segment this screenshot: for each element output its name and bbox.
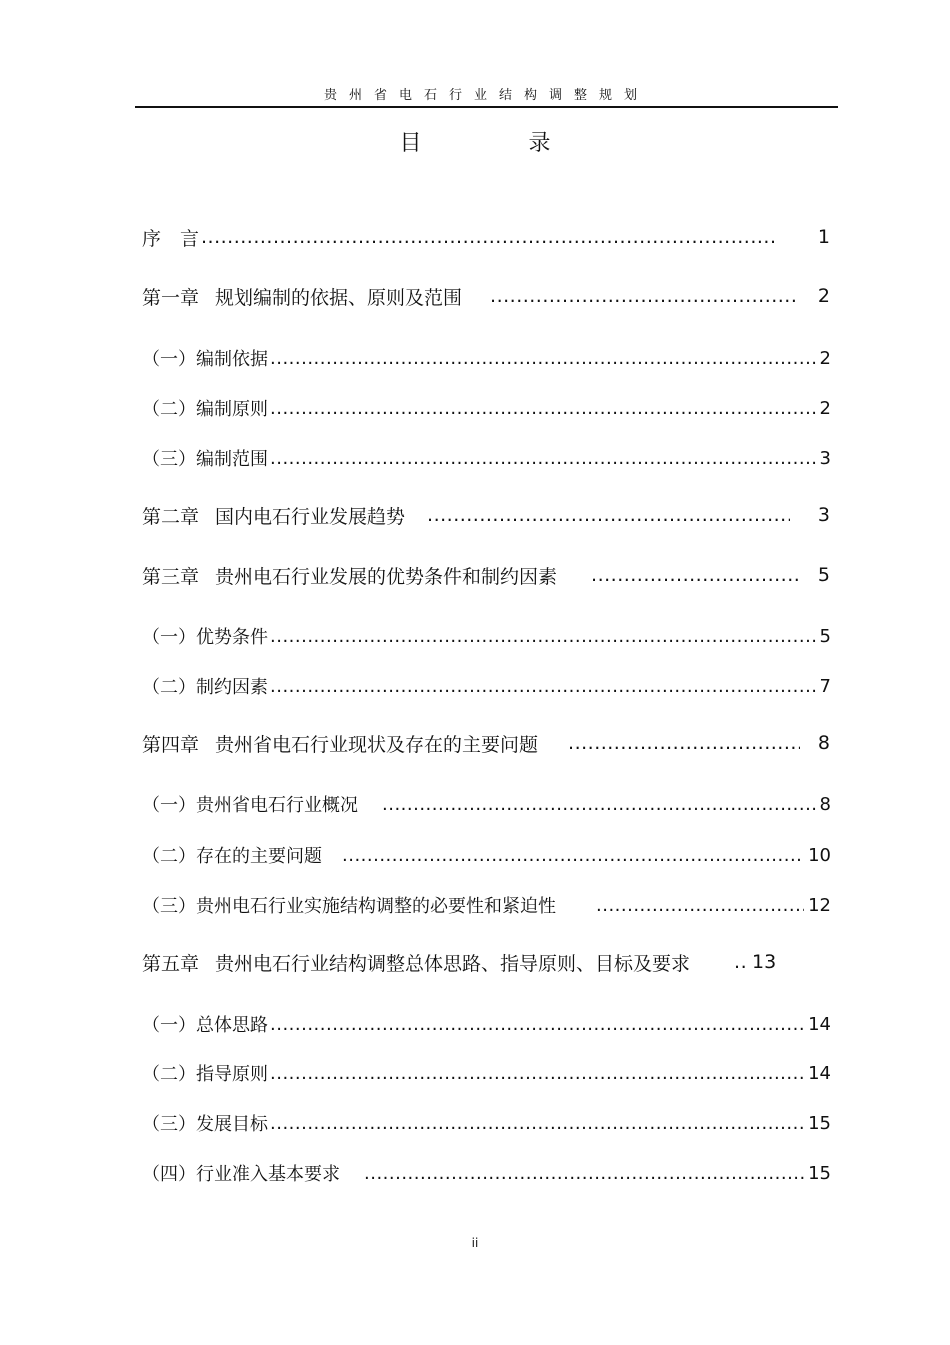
- toc-entry-label: （二）存在的主要问题: [142, 846, 322, 867]
- toc-entry-label: （二）制约因素: [142, 677, 268, 698]
- toc-entry-label: （四）行业准入基本要求: [142, 1164, 340, 1185]
- toc-entry-section-4-3[interactable]: [142, 891, 831, 919]
- toc-entry-chapter-5[interactable]: [142, 948, 832, 976]
- toc-entry-label: （二）指导原则: [142, 1064, 268, 1085]
- header-rule: [135, 106, 838, 108]
- toc-entry-label: （一）贵州省电石行业概况: [142, 795, 358, 816]
- toc-entry-page: 2: [819, 347, 831, 369]
- toc-entry-section-4-2[interactable]: [142, 841, 831, 869]
- dot-leader: [270, 398, 816, 419]
- toc-entry-page: 15: [808, 1112, 831, 1134]
- toc-entry-page: 8: [819, 793, 831, 815]
- dot-leader: [270, 626, 816, 647]
- toc-entry-section-5-1[interactable]: [142, 1010, 831, 1038]
- dot-leader: [270, 676, 816, 697]
- toc-entry-chapter-4[interactable]: [142, 729, 830, 757]
- dot-leader: [270, 1113, 804, 1134]
- toc-entry-label: （一）总体思路: [142, 1015, 268, 1036]
- toc-entry-preface[interactable]: [142, 223, 830, 251]
- toc-entry-page: 14: [808, 1013, 831, 1035]
- toc-entry-label: 贵州电石行业结构调整总体思路、指导原则、目标及要求: [215, 952, 691, 975]
- toc-entry-label: 贵州电石行业发展的优势条件和制约因素: [215, 565, 558, 588]
- toc-entry-page: 2: [817, 285, 830, 307]
- dot-leader: [270, 348, 816, 369]
- toc-entry-section-1-1[interactable]: [142, 344, 831, 372]
- toc-entry-label: （三）编制范围: [142, 449, 268, 470]
- toc-entry-page: 5: [817, 564, 830, 586]
- dot-leader: [591, 564, 802, 586]
- toc-entry-section-3-1[interactable]: [142, 622, 831, 650]
- toc-entry-page: 7: [819, 675, 831, 697]
- toc-entry-page: 3: [817, 504, 830, 526]
- dot-leader: [382, 794, 816, 815]
- dot-leader: [201, 226, 774, 248]
- dot-leader: [596, 895, 804, 916]
- toc-entry-label: （二）编制原则: [142, 399, 268, 420]
- toc-entry-page: 2: [819, 397, 831, 419]
- toc-entry-chapter-3[interactable]: [142, 561, 830, 589]
- page-number: ii: [471, 1236, 479, 1250]
- toc-entry-page: 3: [819, 447, 831, 469]
- dot-leader: [364, 1163, 804, 1184]
- toc-entry-page: 10: [808, 844, 831, 866]
- toc-entry-page: 8: [817, 732, 830, 754]
- toc-entry-page: 15: [808, 1162, 831, 1184]
- chapter-number: 第二章: [142, 505, 200, 528]
- toc-entry-label: （一）编制依据: [142, 349, 268, 370]
- toc-entry-section-3-2[interactable]: [142, 672, 831, 700]
- toc-entry-page: 1: [817, 226, 830, 248]
- chapter-number: 第三章: [142, 565, 200, 588]
- toc-title: 目 录: [399, 131, 601, 156]
- dot-leader: [342, 845, 804, 866]
- toc-entry-page: 5: [819, 625, 831, 647]
- dot-leader: [568, 732, 800, 754]
- dot-leader: [734, 951, 748, 973]
- dot-leader: [270, 448, 816, 469]
- toc-entry-label: （一）优势条件: [142, 627, 268, 648]
- chapter-number: 第四章: [142, 733, 200, 756]
- toc-entry-label: 序 言: [142, 227, 200, 250]
- toc-entry-section-4-1[interactable]: [142, 790, 831, 818]
- toc-entry-page: 14: [808, 1062, 831, 1084]
- toc-entry-label: 贵州省电石行业现状及存在的主要问题: [215, 733, 539, 756]
- dot-leader: [270, 1063, 804, 1084]
- toc-entry-section-1-2[interactable]: [142, 394, 831, 422]
- toc-entry-section-5-2[interactable]: [142, 1059, 831, 1087]
- dot-leader: [270, 1014, 804, 1035]
- toc-entry-chapter-1[interactable]: [142, 282, 830, 310]
- toc-entry-label: （三）贵州电石行业实施结构调整的必要性和紧迫性: [142, 896, 556, 917]
- toc-entry-chapter-2[interactable]: [142, 501, 830, 529]
- running-header: 贵州省电石行业结构调整规划: [323, 88, 649, 103]
- chapter-number: 第一章: [142, 286, 200, 309]
- toc-entry-page: 12: [808, 894, 831, 916]
- chapter-number: 第五章: [142, 952, 200, 975]
- toc-entry-section-5-4[interactable]: [142, 1159, 831, 1187]
- dot-leader: [427, 504, 790, 526]
- toc-entry-section-1-3[interactable]: [142, 444, 831, 472]
- toc-entry-page: 13: [752, 951, 777, 973]
- toc-entry-section-5-3[interactable]: [142, 1109, 831, 1137]
- toc-entry-label: 国内电石行业发展趋势: [215, 505, 406, 528]
- toc-entry-label: （三）发展目标: [142, 1114, 268, 1135]
- toc-entry-label: 规划编制的依据、原则及范围: [215, 286, 463, 309]
- dot-leader: [490, 285, 796, 307]
